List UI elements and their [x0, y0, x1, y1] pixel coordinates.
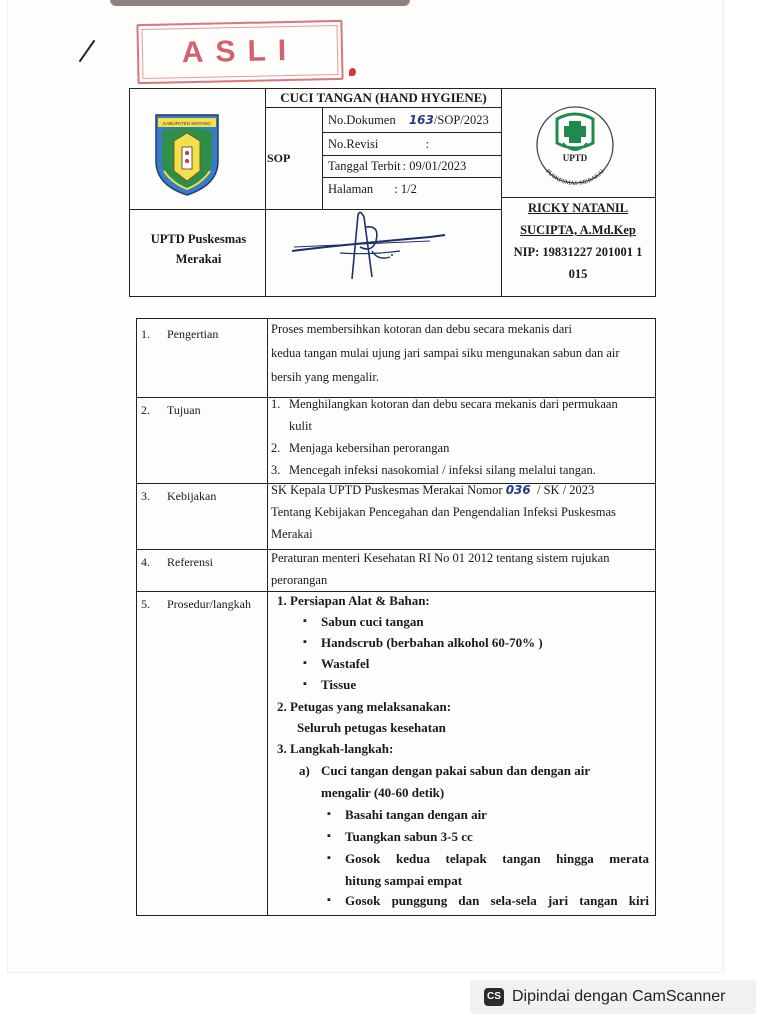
list-item: ▪ Wastafel — [321, 656, 369, 672]
petugas-value: Seluruh petugas kesehatan — [297, 720, 446, 735]
list-item: ▪ Gosok kedua telapak tangan hingga merata — [345, 851, 649, 867]
row-label-referensi: Referensi — [167, 555, 213, 569]
list-item: 1. Menghilangkan kotoran dan debu secara mekanis dari permukaan — [271, 397, 618, 411]
original-stamp — [136, 20, 343, 84]
row-number: 2. — [141, 403, 150, 417]
official-signatory: RICKY NATANIL SUCIPTA, A.Md.Kep NIP: 19831227 201001 1 015 — [513, 201, 643, 281]
signature — [280, 207, 470, 287]
sub-step-a-line2: mengalir (40-60 detik) — [321, 785, 445, 800]
svg-text:UPTD: UPTD — [562, 153, 588, 163]
step-petugas: 2. Petugas yang melaksanakan: — [277, 699, 452, 714]
sop-content-table — [136, 318, 656, 916]
row-number: 3. — [141, 489, 150, 503]
tujuan-list — [271, 393, 651, 481]
doc-number: No.Dokumen 163/SOP/2023 — [328, 113, 489, 127]
row-label-tujuan: Tujuan — [167, 403, 201, 417]
sub-step-marker: a) — [299, 763, 310, 778]
page-count: Halaman : 1/2 — [328, 182, 417, 196]
camscanner-logo-icon: CS — [484, 988, 504, 1006]
list-item: ▪ Tuangkan sabun 3-5 cc — [345, 829, 473, 845]
row-number: 1. — [141, 327, 150, 341]
stamp-text: ASLI — [181, 33, 299, 70]
row-label-pengertian: Pengertian — [167, 327, 219, 341]
revision-number: No.Revisi : — [328, 137, 429, 151]
kebijakan-text: SK Kepala UPTD Puskesmas Merakai Nomor 036 / SK / 2023 Tentang Kebijakan Pencegahan dan Pengendalian Infeksi Puskesmas Merakai — [271, 483, 616, 541]
list-item: ▪ Tissue — [321, 677, 356, 693]
sop-label: SOP — [267, 151, 291, 165]
camscanner-text: Dipindai dengan CamScanner — [512, 988, 726, 1005]
referensi-text: Peraturan menteri Kesehatan RI No 01 2012 tentang sistem rujukan perorangan — [271, 551, 610, 587]
camscanner-watermark — [470, 980, 756, 1014]
kabupaten-sintang-logo-icon — [152, 111, 222, 197]
unit-name: UPTD Puskesmas Merakai — [150, 232, 247, 266]
sub-step-a-line1: Cuci tangan dengan pakai sabun dan dengan air — [321, 763, 591, 778]
list-item: 2. Menjaga kebersihan perorangan — [271, 441, 450, 455]
svg-text:KABUPATEN SINTANG: KABUPATEN SINTANG — [163, 121, 211, 126]
puskesmas-logo-icon — [523, 97, 627, 193]
svg-text:PUSKESMAS MERAKAI: PUSKESMAS MERAKAI — [544, 167, 606, 188]
list-item-continued: kulit — [289, 419, 312, 433]
sop-header-table — [129, 88, 656, 297]
row-number: 4. — [141, 555, 150, 569]
handwritten-doc-number: 163 — [408, 113, 434, 127]
list-item: ▪ Basahi tangan dengan air — [345, 807, 487, 823]
list-item: ▪ Gosok punggung dan sela-sela jari tangan kiri — [345, 893, 649, 909]
row-number: 5. — [141, 597, 150, 611]
step-langkah: 3. Langkah-langkah: — [277, 741, 394, 756]
ink-dot — [349, 68, 356, 76]
list-item: 3. Mencegah infeksi nasokomial / infeksi silang melalui tangan. — [271, 463, 596, 477]
list-item-continued: hitung sampai empat — [345, 873, 463, 888]
list-item: ▪ Sabun cuci tangan — [321, 614, 424, 630]
pengertian-text: Proses membersihkan kotoran dan debu secara mekanis dari kedua tangan mulai ujung jari sampai siku mengunakan sabun dan air bersih yang mengalir. — [271, 322, 620, 384]
issue-date: Tanggal Terbit : 09/01/2023 — [328, 159, 467, 173]
scan-edge-shadow — [110, 0, 410, 6]
list-item: ▪ Handscrub (berbahan alkohol 60-70% ) — [321, 635, 543, 651]
step-persiapan: 1. Persiapan Alat & Bahan: — [277, 593, 430, 608]
row-label-kebijakan: Kebijakan — [167, 489, 217, 503]
handwritten-sk-number: 036 — [505, 483, 531, 497]
row-label-prosedur: Prosedur/langkah — [167, 597, 251, 611]
sop-title: CUCI TANGAN (HAND HYGIENE) — [280, 90, 487, 105]
